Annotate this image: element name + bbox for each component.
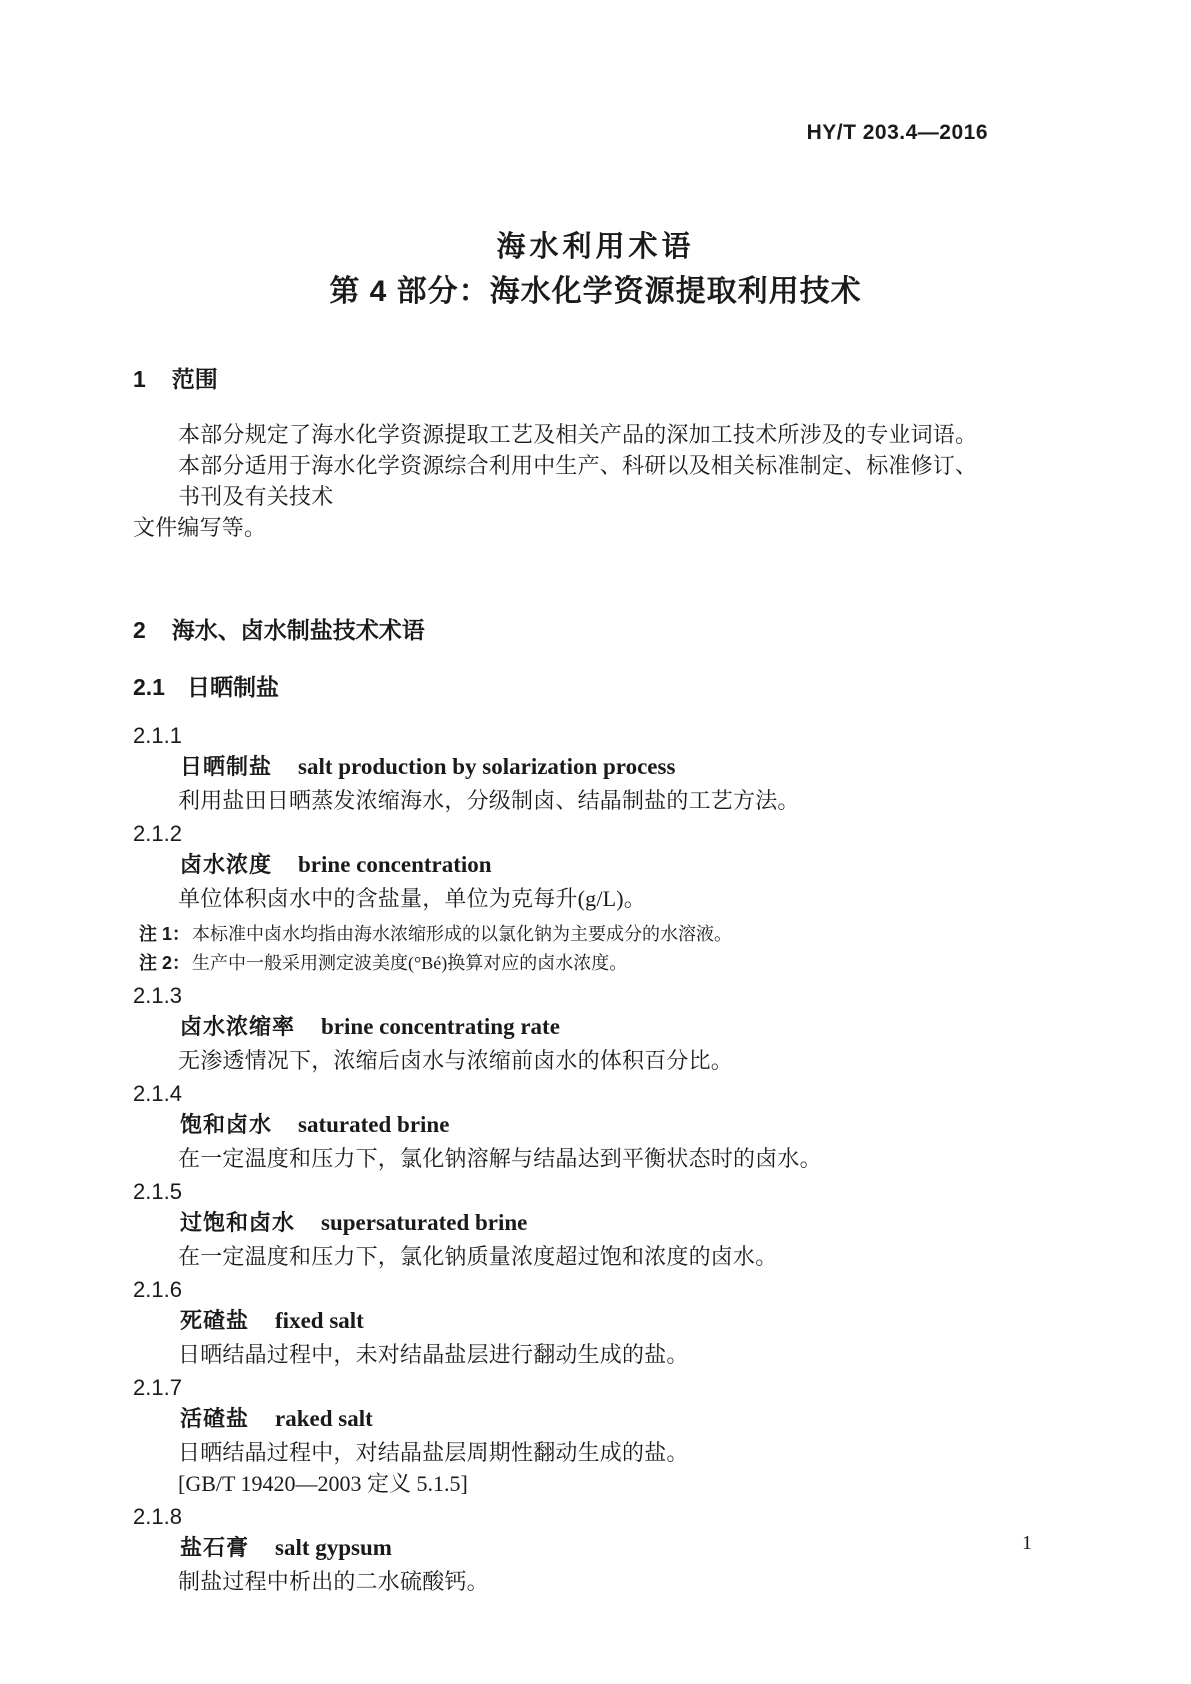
term-definition: 利用盐田日晒蒸发浓缩海水，分级制卤、结晶制盐的工艺方法。 <box>178 788 800 813</box>
scope-line: 本部分规定了海水化学资源提取工艺及相关产品的深加工技术所涉及的专业词语。 <box>178 422 978 447</box>
term-definition: 日晒结晶过程中，对结晶盐层周期性翻动生成的盐。 <box>178 1440 689 1465</box>
note-text: 生产中一般采用测定波美度(°Bé)换算对应的卤水浓度。 <box>192 953 628 973</box>
term-chinese: 卤水浓缩率 <box>180 1014 296 1039</box>
term-note <box>133 949 988 978</box>
term-english: supersaturated brine <box>321 1210 528 1235</box>
term-entry <box>133 818 988 978</box>
term-number: 2.1.2 <box>133 821 182 846</box>
term-definition: 在一定温度和压力下，氯化钠质量浓度超过饱和浓度的卤水。 <box>178 1244 778 1269</box>
term-entry <box>133 720 988 816</box>
term-heading <box>133 751 988 785</box>
term-entries <box>133 720 988 1597</box>
term-chinese: 卤水浓度 <box>180 852 273 877</box>
term-english: brine concentrating rate <box>321 1014 560 1039</box>
term-heading <box>133 1403 988 1437</box>
term-definition: 单位体积卤水中的含盐量，单位为克每升(g/L)。 <box>178 886 647 911</box>
document-title: 海水利用术语 <box>496 231 695 263</box>
term-chinese: 饱和卤水 <box>180 1112 273 1137</box>
term-english: salt production by solarization process <box>298 754 676 779</box>
section-2-text: 海水、卤水制盐技术术语 <box>171 617 425 643</box>
term-chinese: 盐石膏 <box>180 1535 250 1560</box>
scope-line: 文件编写等。 <box>133 515 267 540</box>
term-english: saturated brine <box>298 1112 450 1137</box>
scope-heading <box>133 364 988 395</box>
term-definition: 无渗透情况下，浓缩后卤水与浓缩前卤水的体积百分比。 <box>178 1048 734 1073</box>
term-number: 2.1.7 <box>133 1375 182 1400</box>
term-source-reference: [GB/T 19420—2003 定义 5.1.5] <box>178 1471 468 1496</box>
note-label: 注 1： <box>139 924 191 944</box>
standard-number: HY/T 203.4—2016 <box>806 121 988 144</box>
term-chinese: 活碴盐 <box>180 1406 250 1431</box>
section-2-1-text: 日晒制盐 <box>186 674 279 700</box>
section-2-1-number: 2.1 <box>133 674 165 700</box>
term-entry <box>133 1078 988 1174</box>
term-heading <box>133 1532 988 1566</box>
term-heading <box>133 1011 988 1045</box>
term-number: 2.1.5 <box>133 1179 182 1204</box>
term-english: fixed salt <box>275 1308 364 1333</box>
term-chinese: 过饱和卤水 <box>180 1210 296 1235</box>
term-heading <box>133 1109 988 1143</box>
term-chinese: 日晒制盐 <box>180 754 273 779</box>
scope-heading-text: 范围 <box>171 366 218 392</box>
section-2-1-heading <box>133 672 988 703</box>
scope-heading-number: 1 <box>133 366 146 392</box>
term-heading <box>133 849 988 883</box>
term-entry <box>133 980 988 1076</box>
term-entry <box>133 1372 988 1499</box>
term-definition: 日晒结晶过程中，未对结晶盐层进行翻动生成的盐。 <box>178 1342 689 1367</box>
term-number: 2.1.4 <box>133 1081 182 1106</box>
term-number: 2.1.1 <box>133 723 182 748</box>
term-definition: 制盐过程中析出的二水硫酸钙。 <box>178 1569 489 1594</box>
term-note <box>133 920 988 949</box>
term-entry <box>133 1501 988 1597</box>
term-number: 2.1.3 <box>133 983 182 1008</box>
term-chinese: 死碴盐 <box>180 1308 250 1333</box>
note-label: 注 2： <box>139 953 191 973</box>
document-subtitle: 第 4 部分：海水化学资源提取利用技术 <box>329 275 862 308</box>
scope-paragraphs <box>133 419 988 543</box>
term-notes <box>133 920 988 978</box>
term-heading <box>133 1305 988 1339</box>
note-text: 本标准中卤水均指由海水浓缩形成的以氯化钠为主要成分的水溶液。 <box>192 924 733 944</box>
term-definition: 在一定温度和压力下，氯化钠溶解与结晶达到平衡状态时的卤水。 <box>178 1146 822 1171</box>
page-number: 1 <box>1022 1532 1032 1554</box>
term-english: salt gypsum <box>275 1535 392 1560</box>
term-english: raked salt <box>275 1406 373 1431</box>
section-2-number: 2 <box>133 617 146 643</box>
section-2-heading <box>133 615 988 646</box>
term-entry <box>133 1176 988 1272</box>
term-entry <box>133 1274 988 1370</box>
term-heading <box>133 1207 988 1241</box>
page-content <box>0 120 1191 1597</box>
term-number: 2.1.6 <box>133 1277 182 1302</box>
term-number: 2.1.8 <box>133 1504 182 1529</box>
scope-line: 本部分适用于海水化学资源综合利用中生产、科研以及相关标准制定、标准修订、书刊及有关技术 <box>178 453 978 509</box>
term-english: brine concentration <box>298 852 492 877</box>
